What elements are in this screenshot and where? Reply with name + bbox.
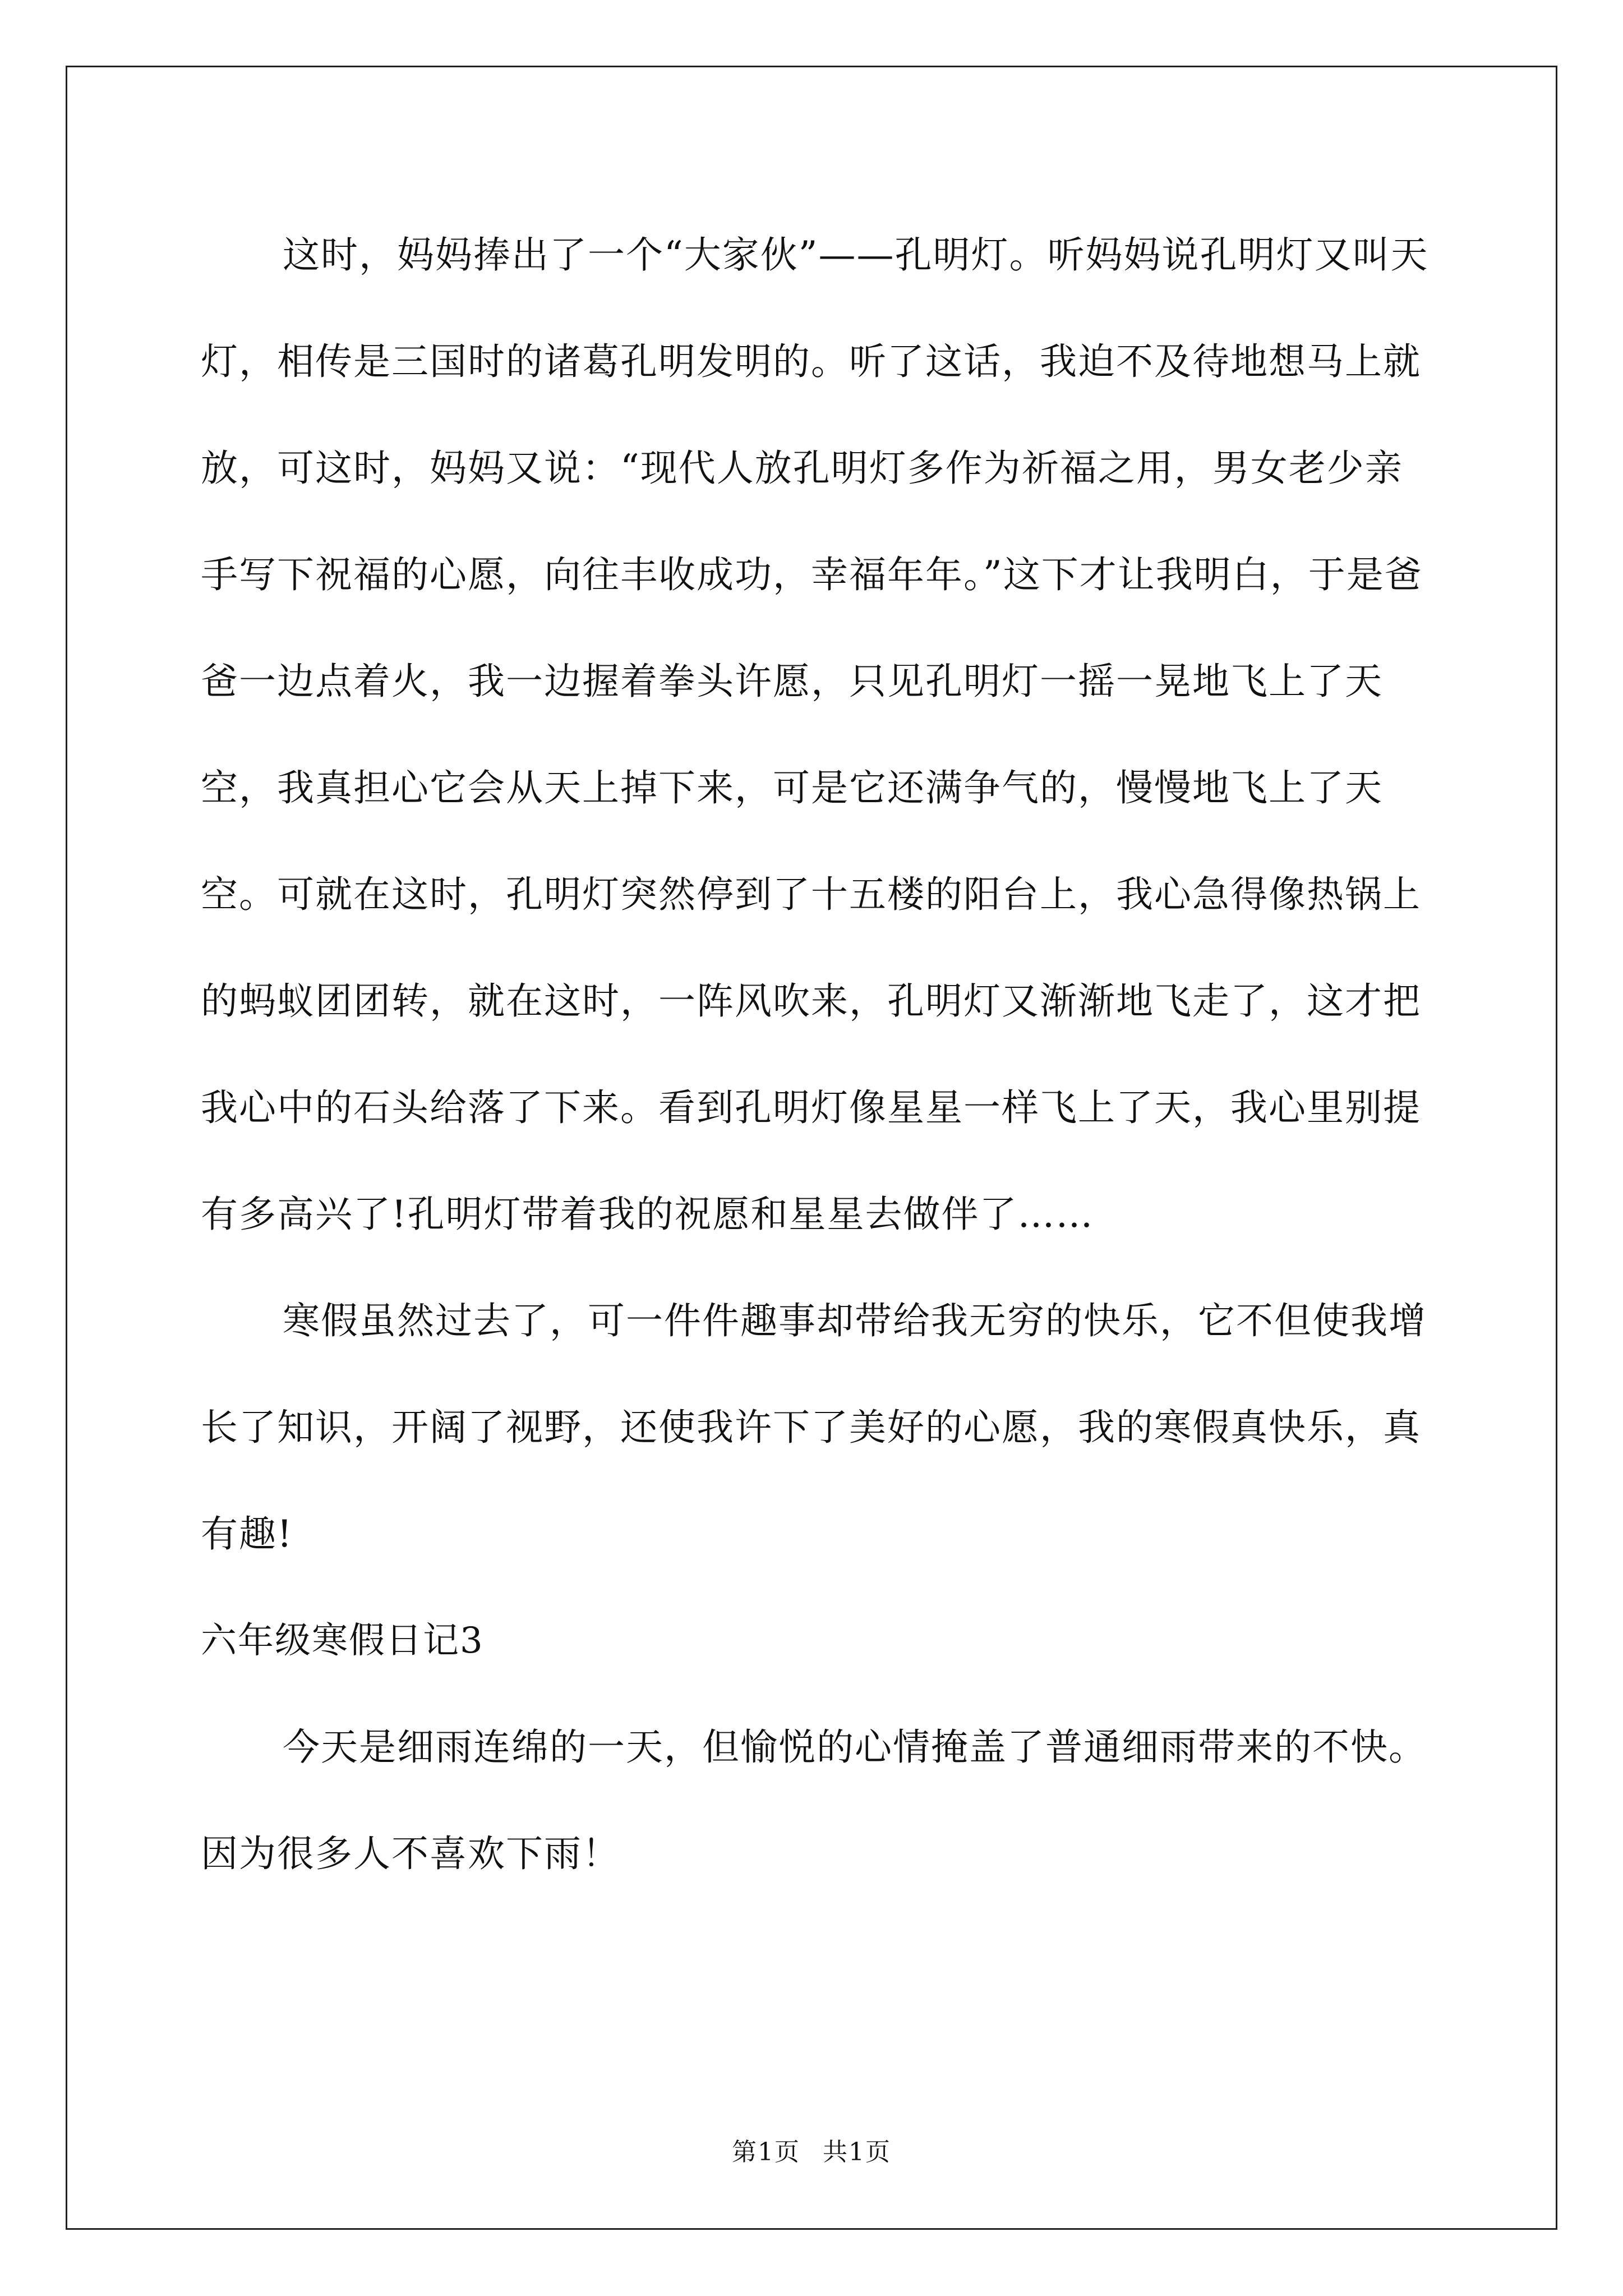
page-footer bbox=[0, 2132, 1623, 2168]
document-body bbox=[201, 202, 1429, 1907]
page-number-total: 共1页 bbox=[823, 2138, 891, 2166]
diary-heading: 六年级寒假日记3 bbox=[201, 1620, 484, 1662]
paragraph-kongming-lantern: 这时，妈妈捧出了一个“大家伙”——孔明灯。听妈妈说孔明灯又叫天灯，相传是三国时的诸葛孔明发明的。听了这话，我迫不及待地想马上就放，可这时，妈妈又说：“现代人放孔明灯多作为祈福之用，男女老少亲手写下祝福的心愿，向往丰收成功，幸福年年。”这下才让我明白，于是爸爸一边点着火，我一边握着拳头许愿，只见孔明灯一摇一晃地飞上了天空，我真担心它会从天上掉下来，可是它还满争气的，慢慢地飞上了天空。可就在这时，孔明灯突然停到了十五楼的阳台上，我心急得像热锅上的蚂蚁团团转，就在这时，一阵风吹来，孔明灯又渐渐地飞走了，这才把我心中的石头给落了下来。看到孔明灯像星星一样飞上了天，我心里别提有多高兴了!孔明灯带着我的祝愿和星星去做伴了…… bbox=[201, 233, 1429, 1236]
page-number-current: 第1页 bbox=[732, 2138, 800, 2166]
paragraph-winter-break-summary: 寒假虽然过去了，可一件件趣事却带给我无穷的快乐，它不但使我增长了知识，开阔了视野，还使我许下了美好的心愿，我的寒假真快乐，真有趣! bbox=[201, 1299, 1427, 1556]
paragraph-rainy-day: 今天是细雨连绵的一天，但愉悦的心情掩盖了普通细雨带来的不快。因为很多人不喜欢下雨！ bbox=[201, 1726, 1427, 1875]
